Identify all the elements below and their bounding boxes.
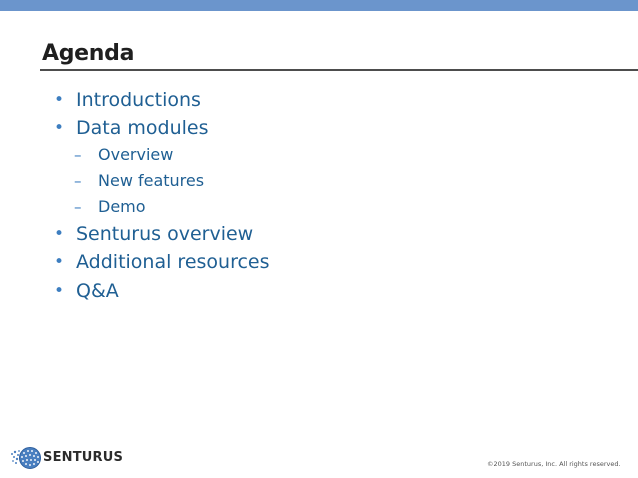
agenda-item-label: Introductions: [76, 89, 201, 111]
bullet-marker: •: [54, 224, 65, 244]
agenda-subitem-label: Overview: [98, 145, 174, 164]
title-divider: [40, 69, 638, 71]
agenda-item-label: Q&A: [76, 280, 119, 302]
agenda-subitem-label: New features: [98, 171, 205, 190]
bullet-marker: •: [54, 118, 65, 138]
globe-icon: [10, 445, 44, 471]
agenda-subitem-label: Demo: [98, 197, 146, 216]
bullet-marker: •: [54, 281, 65, 301]
dash-marker: –: [74, 172, 82, 190]
bullet-marker: •: [54, 90, 65, 110]
slide-title: Agenda: [42, 41, 135, 66]
dash-marker: –: [74, 146, 82, 164]
header-bar: [0, 0, 638, 11]
logo-wordmark: SENTURUS: [43, 450, 124, 465]
agenda-item-label: Data modules: [76, 117, 209, 139]
agenda-item-label: Additional resources: [76, 251, 270, 273]
bullet-marker: •: [54, 252, 65, 272]
dash-marker: –: [74, 198, 82, 216]
copyright-notice: ©2019 Senturus, Inc. All rights reserved.: [487, 460, 621, 468]
agenda-item-label: Senturus overview: [76, 223, 254, 245]
